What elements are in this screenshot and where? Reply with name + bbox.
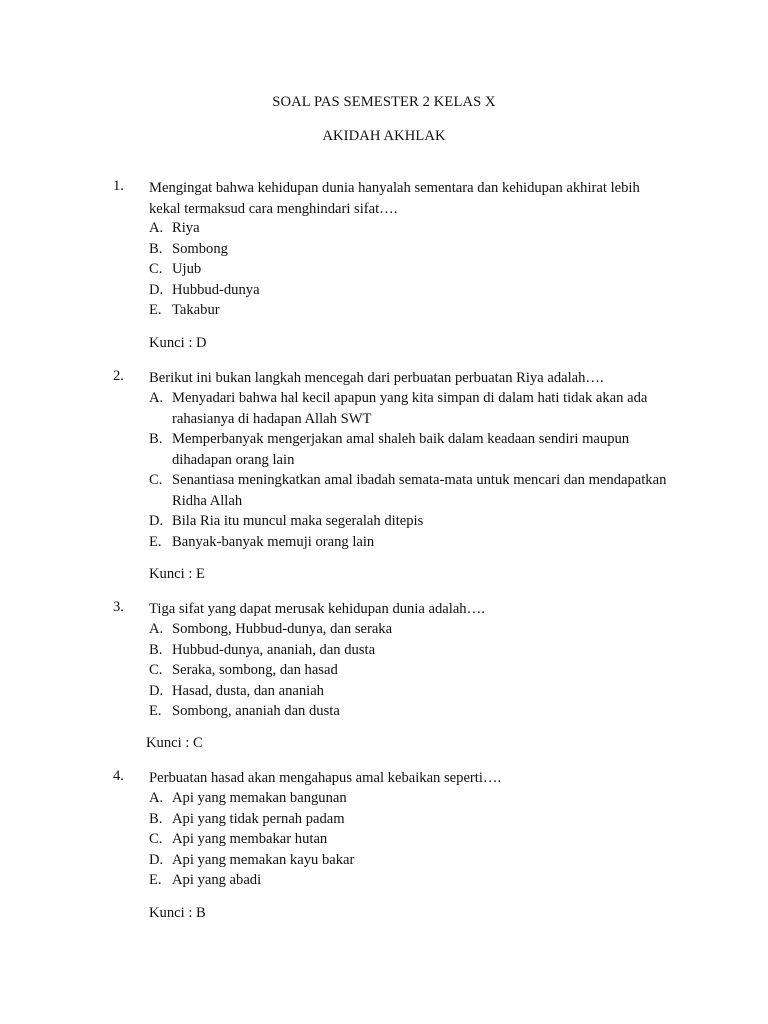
question-text: Tiga sifat yang dapat merusak kehidupan dunia adalah….	[149, 601, 485, 617]
option-letter: A.	[149, 390, 164, 406]
option-text: Api yang abadi	[172, 872, 262, 888]
option-letter: E.	[149, 533, 162, 550]
option-text: Takabur	[172, 302, 220, 318]
question-text: Berikut ini bukan langkah mencegah dari perbuatan perbuatan Riya adalah….	[149, 370, 604, 386]
question-1-options	[149, 218, 689, 321]
option-letter: E.	[149, 302, 162, 318]
answer-key: Kunci : C	[146, 735, 203, 751]
question-4-options	[149, 788, 689, 891]
option-text: Api yang memakan bangunan	[172, 790, 347, 806]
option-letter: A.	[149, 621, 164, 637]
option-item	[149, 701, 689, 722]
option-text: Sombong, ananiah dan dusta	[172, 703, 340, 719]
option-item	[149, 300, 689, 321]
option-item	[149, 660, 689, 681]
option-text: Ujub	[172, 261, 202, 277]
option-letter: C.	[149, 831, 163, 847]
option-text: Hubbud-dunya, ananiah, dan dusta	[172, 641, 376, 658]
option-text: Api yang tidak pernah padam	[172, 810, 345, 827]
option-letter: D.	[149, 513, 164, 529]
option-text: Api yang membakar hutan	[172, 831, 328, 847]
option-item	[149, 809, 689, 830]
option-letter: C.	[149, 261, 163, 277]
question-number: 4.	[113, 768, 124, 784]
option-letter: B.	[149, 240, 163, 257]
option-item	[149, 788, 689, 809]
option-text: Banyak-banyak memuji orang lain	[172, 533, 375, 550]
option-text: Sombong, Hubbud-dunya, dan seraka	[172, 621, 393, 637]
answer-key: Kunci : B	[149, 905, 206, 921]
option-text: Api yang memakan kayu bakar	[172, 851, 355, 868]
option-item	[149, 239, 689, 260]
option-text: Bila Ria itu muncul maka segeralah ditepis	[172, 513, 424, 529]
option-item	[149, 470, 689, 511]
option-item	[149, 640, 689, 661]
option-letter: C.	[149, 472, 163, 488]
option-item	[149, 850, 689, 871]
option-item	[149, 870, 689, 891]
option-item	[149, 681, 689, 702]
option-text: Hubbud-dunya	[172, 281, 260, 298]
question-3-options	[149, 619, 689, 722]
question-text: Perbuatan hasad akan mengahapus amal kebaikan seperti….	[149, 770, 502, 786]
option-item	[149, 532, 689, 553]
question-number: 1.	[113, 178, 124, 194]
answer-key: Kunci : E	[149, 566, 205, 582]
option-letter: E.	[149, 872, 162, 888]
option-text: Senantiasa meningkatkan amal ibadah semata-mata untuk mencari dan mendapatkan Ridha Allah	[172, 472, 667, 509]
option-item	[149, 511, 689, 532]
option-letter: C.	[149, 662, 163, 678]
option-item	[149, 259, 689, 280]
answer-key: Kunci : D	[149, 335, 207, 351]
option-item	[149, 388, 689, 429]
option-item	[149, 429, 689, 470]
option-letter: B.	[149, 810, 163, 827]
option-item	[149, 218, 689, 239]
option-letter: A.	[149, 220, 164, 236]
question-number: 3.	[113, 599, 124, 615]
option-text: Sombong	[172, 240, 228, 257]
option-letter: B.	[149, 431, 163, 447]
option-text: Menyadari bahwa hal kecil apapun yang kita simpan di dalam hati tidak akan ada rahasianya di hadapan Allah SWT	[172, 390, 648, 427]
question-text: Mengingat bahwa kehidupan dunia hanyalah sementara dan kehidupan akhirat lebih kekal termaksud cara menghindari sifat….	[149, 180, 640, 217]
option-letter: D.	[149, 851, 164, 868]
option-text: Hasad, dusta, dan ananiah	[172, 682, 324, 699]
option-letter: E.	[149, 703, 162, 719]
option-text: Memperbanyak mengerjakan amal shaleh baik dalam keadaan sendiri maupun dihadapan orang lain	[172, 431, 630, 468]
document-title: SOAL PAS SEMESTER 2 KELAS X	[272, 94, 496, 110]
option-text: Seraka, sombong, dan hasad	[172, 662, 338, 678]
option-letter: D.	[149, 682, 164, 699]
option-item	[149, 619, 689, 640]
option-item	[149, 280, 689, 301]
option-text: Riya	[172, 220, 200, 236]
question-2-options	[149, 388, 689, 552]
option-letter: D.	[149, 281, 164, 298]
option-item	[149, 829, 689, 850]
question-number: 2.	[113, 368, 124, 384]
subject-title: AKIDAH AKHLAK	[322, 128, 446, 144]
option-letter: A.	[149, 790, 164, 806]
option-letter: B.	[149, 641, 163, 658]
